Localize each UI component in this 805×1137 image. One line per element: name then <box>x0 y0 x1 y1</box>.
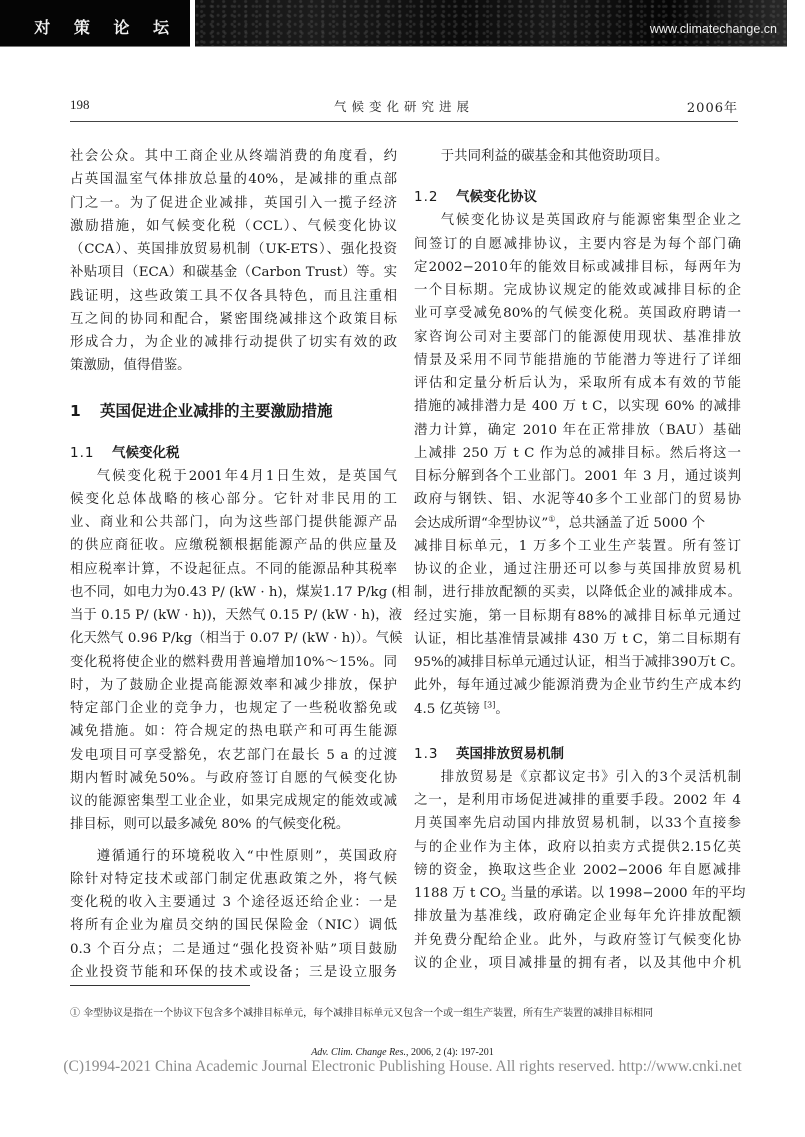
intro-paragraph <box>70 145 397 378</box>
text-line: 践证明，这些政策工具不仅各具特色，而且注重相 <box>70 288 397 304</box>
text-line: 定2002−2010年的能效目标或减排目标，每两年为 <box>414 259 741 275</box>
text-line <box>414 512 741 535</box>
paragraph-climate-change-levy <box>70 465 411 837</box>
section-number: 1 <box>70 401 81 420</box>
text-line: 业可享受减免80%的气候变化税。英国政府聘请一 <box>414 306 741 322</box>
journal-name: 气候变化研究进展 <box>333 99 474 114</box>
text-line: 制，进行排放配额的买卖，以降低企业的减排成本。 <box>414 585 741 601</box>
text-line: 95%的减排目标单元通过认证，相当于减排390万t C。 <box>414 655 744 670</box>
text-line: 潜力计算，确定 2010 年在正常排放（BAU）基础 <box>414 422 741 438</box>
section-heading-1-3 <box>414 743 741 766</box>
text-fragment: 4.5 亿英镑 <box>414 701 480 717</box>
section-banner <box>0 0 190 47</box>
text-line: 目标分解到各个工业部门。2001 年 3 月，通过谈判 <box>414 469 741 484</box>
text-line: 评估和定量分析后认为，采取所有成本有效的节能 <box>414 376 741 391</box>
text-line: 减免措施。如：符合规定的热电联产和可再生能源 <box>70 724 397 740</box>
text-line: 排放量为基准线，政府确定企业每年允许排放配额 <box>414 909 741 925</box>
footnote-marker[interactable]: ① <box>548 514 556 524</box>
text-line: （CCA）、英国排放贸易机制（UK-ETS）、强化投资 <box>70 242 397 257</box>
text-line: 气候变化协议是英国政府与能源密集型企业之 <box>440 213 741 229</box>
paragraph-climate-change-agreements <box>414 209 744 721</box>
text-line: 镑的资金，换取这些企业 2002−2006 年自愿减排 <box>414 862 741 878</box>
text-line: 协议的企业，通过注册还可以参与英国排放贸易机 <box>414 562 741 577</box>
spacer <box>70 837 397 845</box>
text-line: 0.3 个百分点；二是通过“强化投资补贴”项目鼓励 <box>70 941 397 957</box>
text-line: 企业投资节能和环保的技术或设备；三是设立服务 <box>70 964 397 980</box>
text-line: 社会公众。其中工商企业从终端消费的角度看，约 <box>70 149 397 164</box>
text-line: 时，为了鼓励企业提高能源效率和减少排放，保护 <box>70 677 397 693</box>
section-heading-1-1 <box>70 442 397 465</box>
section-heading-1-2 <box>414 186 741 209</box>
website-link[interactable]: www.climatechange.cn <box>649 22 777 36</box>
text-line: 特定部门企业的竞争力，也规定了一些税收豁免或 <box>70 701 397 716</box>
right-column <box>414 145 746 975</box>
text-line <box>414 882 746 905</box>
text-line: 与的企业作为主体，政府以拍卖方式提供2.15亿英 <box>414 839 741 855</box>
citation-details: , 2006, 2 (4): 197-201 <box>406 1047 494 1058</box>
running-head <box>70 97 738 117</box>
footnote: ① 伞型协议是指在一个协议下包含多个减排目标单元，每个减排目标单元又包含一个或一组生产装置，所有生产装置的减排目标相同 <box>70 1008 654 1019</box>
paragraph-emissions-trading <box>414 766 746 975</box>
text-line: 激励措施，如气候变化税（CCL）、气候变化协议 <box>70 218 397 234</box>
page-number: 198 <box>70 97 90 112</box>
text-line: 情景及采用不同节能措施的节能潜力等进行了详细 <box>414 352 741 368</box>
text-line: 议的能源密集型工业企业，如果完成规定的能效或减 <box>70 794 397 809</box>
text-line: 此外，每年通过减少能源消费为企业节约生产成本约 <box>414 678 741 694</box>
text-line: 家咨询公司对主要部门的能源使用现状、基准排放 <box>414 329 741 345</box>
text-line: 一个目标期。完成协议规定的能效或减排目标的企 <box>414 283 741 298</box>
text-fragment: 当量的承诺。以 1998−2000 年的平均 <box>505 886 746 901</box>
spacer <box>70 423 397 442</box>
text-line: 期内暂时减免50%。与政府签订自愿的气候变化协 <box>70 770 397 786</box>
text-line: 化天然气 0.96 P/kg（相当于 0.07 P/ (kW · h)）。气候 <box>70 631 403 647</box>
banner-texture <box>195 0 787 47</box>
text-line: 上减排 250 万 t C 作为总的减排目标。然后将这一 <box>414 445 741 461</box>
subscript: 2 <box>500 893 506 903</box>
text-line: 补贴项目（ECA）和碳基金（Carbon Trust）等。实 <box>70 265 397 281</box>
text-fragment: 会达成所谓“伞型协议” <box>414 515 549 531</box>
text-line: 议的企业，项目减排量的拥有者，以及其他中介机 <box>414 955 741 971</box>
text-line: 认证，相比基准情景减排 430 万 t C，第二目标期有 <box>414 631 741 647</box>
text-line: 变化税的收入主要通过 3 个途径返还给企业：一是 <box>70 895 397 910</box>
text-line: 策激励，值得借鉴。 <box>70 358 191 374</box>
text-line <box>414 698 741 721</box>
text-line: 月英国率先启动国内排放贸易机制，以33个直接参 <box>414 816 741 832</box>
subsection-title: 气候变化税 <box>112 444 180 461</box>
text-line: 变化税将使企业的燃料费用普遍增加10%～15%。同 <box>70 654 397 670</box>
text-line: 排目标，则可以最多减免 80% 的气候变化税。 <box>70 817 350 833</box>
text-line: 并免费分配给企业。此外，与政府签订气候变化协 <box>414 932 741 948</box>
text-line: 气候变化税于2001年4月1日生效，是英国气 <box>96 468 397 484</box>
text-line: 经过实施，第一目标期有88%的减排目标单元通过 <box>414 608 741 624</box>
text-line: 除针对特定技术或部门制定优惠政策之外，将气候 <box>70 871 397 887</box>
text-line: 也不同，如电力为0.43 P/ (kW · h)，煤炭1.17 P/kg (相 <box>70 584 411 600</box>
spacer <box>70 378 397 400</box>
text-line: 遵循通行的环境税收入“中性原则”，英国政府 <box>96 848 397 864</box>
reference-marker[interactable]: [3] <box>484 700 496 710</box>
text-fragment: 1188 万 t CO <box>414 886 501 901</box>
paragraph-revenue-recycling <box>70 845 397 985</box>
text-line: 于共同利益的碳基金和其他资助项目。 <box>440 149 669 164</box>
section-title: 英国促进企业减排的主要激励措施 <box>100 401 333 420</box>
text-line: 的供应商征收。应缴税额根据能源产品的供应量及 <box>70 538 397 554</box>
subsection-number: 1.3 <box>414 745 439 762</box>
text-fragment: 。 <box>495 701 509 717</box>
section-title: 对 策 论 坛 <box>34 18 178 37</box>
spacer <box>414 168 741 186</box>
text-line: 将所有企业为雇员交纳的国民保险金（NIC）调低 <box>70 918 397 934</box>
header-rule <box>70 121 738 122</box>
text-line: 政府与钢铁、铝、水泥等40多个工业部门的贸易协 <box>414 492 741 508</box>
text-line: 互之间的协同和配合，紧密围绕减排这个政策目标 <box>70 311 397 327</box>
text-line: 当于 0.15 P/ (kW · h))，天然气 0.15 P/ (kW · h)，液 <box>70 608 402 623</box>
subsection-title: 气候变化协议 <box>456 189 537 206</box>
publication-year: 2006年 <box>686 101 738 116</box>
subsection-number: 1.2 <box>414 189 439 206</box>
subsection-number: 1.1 <box>70 444 95 461</box>
text-line: 相应税率计算，不设起征点。不同的能源品种其税率 <box>70 561 397 577</box>
copyright-notice: (C)1994-2021 China Academic Journal Electronic Publishing House. All rights reserved. http://www.cnki.net <box>63 1058 742 1075</box>
text-line: 形成合力，为企业的减排行动提供了切实有效的政 <box>70 335 397 350</box>
text-line: 门之一。为了促进企业减排，英国引入一揽子经济 <box>70 195 397 211</box>
citation-journal: Adv. Clim. Change Res. <box>311 1047 407 1058</box>
left-column <box>70 145 411 984</box>
text-line: 发电项目可享受豁免，农艺部门在最长 5 a 的过渡 <box>70 747 397 763</box>
text-line: 减排目标单元，1 万多个工业生产装置。所有签订 <box>414 538 741 554</box>
text-line: 间签订的自愿减排协议，主要内容是为每个部门确 <box>414 236 741 252</box>
text-fragment: ，总共涵盖了近 5000 个 <box>555 515 706 531</box>
text-line: 之一，是利用市场促进减排的重要手段。2002 年 4 <box>414 793 741 808</box>
text-line: 措施的减排潜力是 400 万 t C，以实现 60% 的减排 <box>414 399 741 415</box>
spacer <box>414 721 741 743</box>
text-line: 候变化总体战略的核心部分。它针对非民用的工 <box>70 491 397 507</box>
text-line: 排放贸易是《京都议定书》引入的3个灵活机制 <box>440 769 741 785</box>
citation-line <box>0 1047 805 1058</box>
subsection-title: 英国排放贸易机制 <box>456 745 564 762</box>
footnote-rule <box>70 985 250 986</box>
text-line: 业、商业和公共部门，向为这些部门提供能源产品 <box>70 515 397 530</box>
section-heading-1 <box>70 400 397 423</box>
text-line: 占英国温室气体排放总量的40%，是减排的重点部 <box>70 172 397 188</box>
